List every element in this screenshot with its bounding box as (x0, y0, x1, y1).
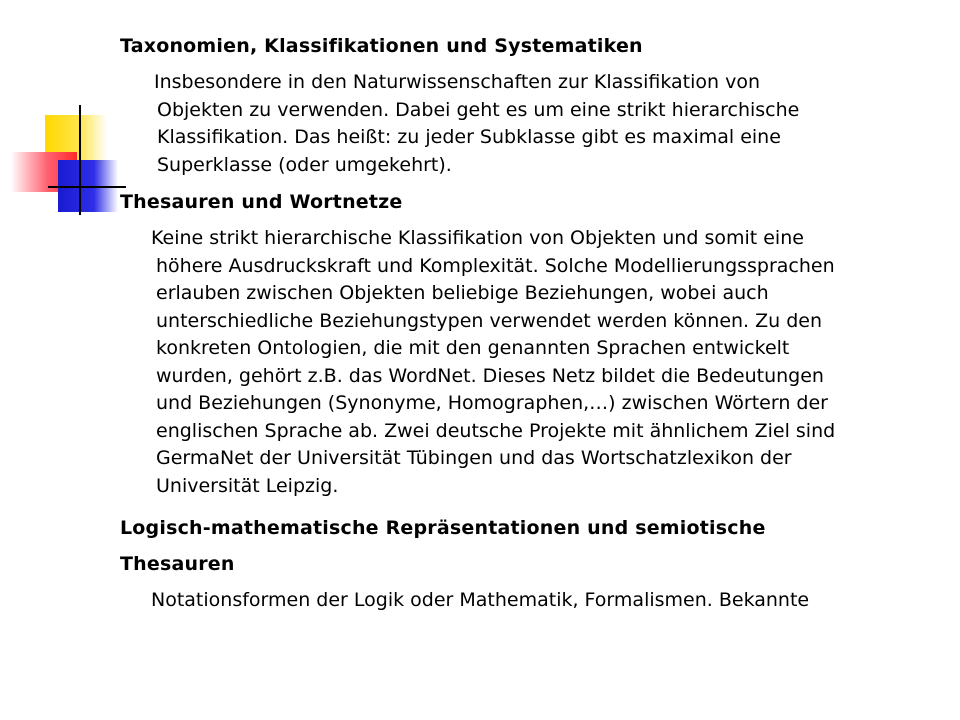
body-line: Klassifikation. Das heißt: zu jeder Subklasse gibt es maximal eine (157, 126, 781, 148)
section-body-thesauren (151, 225, 836, 500)
body-line: wurden, gehört z.B. das WordNet. Dieses Netz bildet die Bedeutungen (156, 364, 824, 387)
body-line: und Beziehungen (Synonyme, Homographen,…) zwischen Wörtern der (156, 392, 828, 414)
body-line: unterschiedliche Beziehungstypen verwendet werden können. Zu den (156, 309, 823, 332)
body-line: Insbesondere in den Naturwissenschaften zur Klassifikation von (154, 71, 760, 93)
body-line: höhere Ausdruckskraft und Komplexität. Solche Modellierungssprachen (156, 254, 835, 277)
body-line: Notationsformen der Logik oder Mathematik, Formalismen. Bekannte (151, 589, 810, 611)
logo-vertical-line (79, 105, 81, 215)
body-line: GermaNet der Universität Tübingen und das Wortschatzlexikon der (156, 447, 792, 469)
section-heading-logisch-line2: Thesauren (120, 553, 235, 575)
body-line: konkreten Ontologien, die mit den genannten Sprachen entwickelt (156, 337, 790, 359)
section-body-logisch (151, 587, 809, 615)
section-heading-taxonomien: Taxonomien, Klassifikationen und Systematiken (120, 35, 643, 57)
body-line: Objekten zu verwenden. Dabei geht es um eine strikt hierarchische (157, 98, 800, 121)
logo-horizontal-line (48, 186, 126, 188)
body-line: Universität Leipzig. (156, 474, 339, 497)
body-line: erlauben zwischen Objekten beliebige Beziehungen, wobei auch (156, 282, 769, 304)
section-body-taxonomien (154, 69, 800, 179)
body-line: englischen Sprache ab. Zwei deutsche Projekte mit ähnlichem Ziel sind (156, 419, 836, 442)
section-heading-thesauren: Thesauren und Wortnetze (120, 191, 403, 213)
slide-logo (0, 0, 130, 230)
body-line: Superklasse (oder umgekehrt). (157, 153, 452, 176)
section-heading-logisch-line1: Logisch-mathematische Repräsentationen und semiotische (120, 517, 766, 539)
body-line: Keine strikt hierarchische Klassifikation von Objekten und somit eine (151, 227, 804, 249)
